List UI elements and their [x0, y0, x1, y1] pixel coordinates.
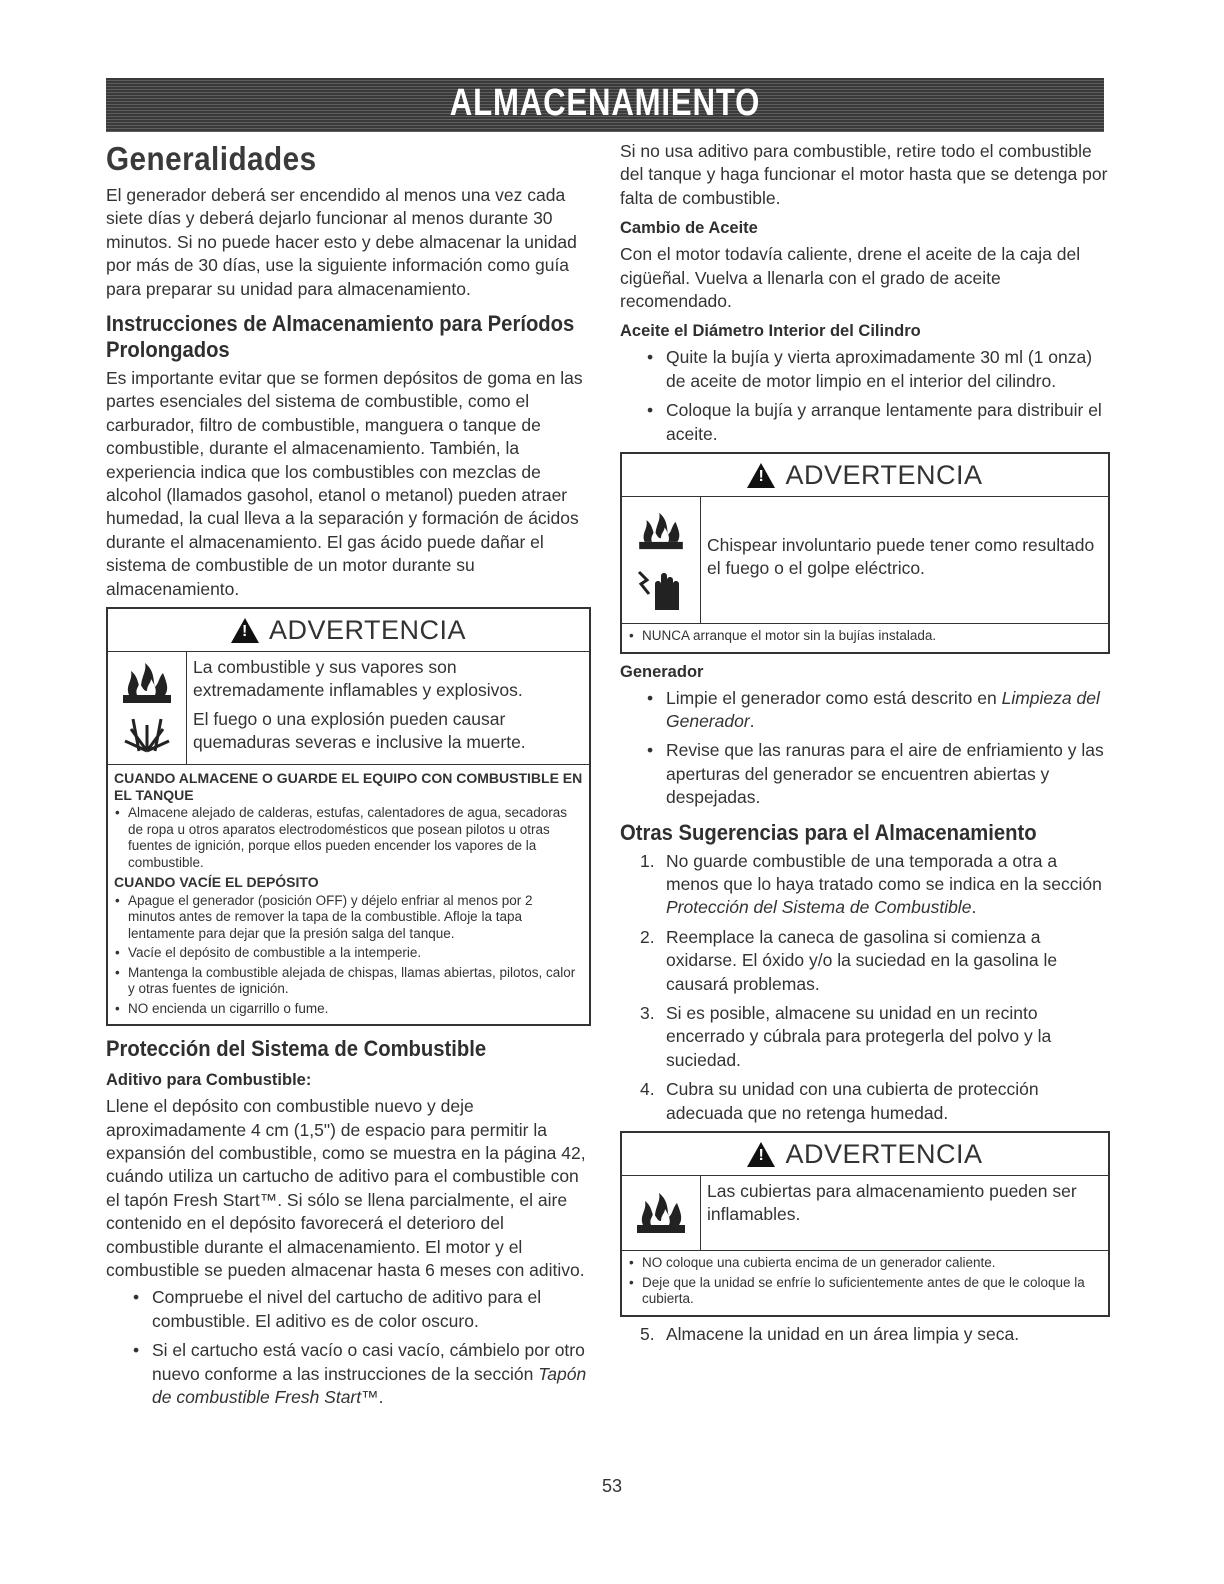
- warning-section-head-2: CUANDO VACÍE EL DEPÓSITO: [114, 874, 319, 891]
- heading-oil-change: Cambio de Aceite: [620, 219, 758, 238]
- generator-bullet-1: [620, 687, 1110, 734]
- numbered-item-5: [620, 1323, 1110, 1346]
- warning-title: ADVERTENCIA: [785, 459, 983, 490]
- oil-paragraph: Con el motor todavía caliente, drene el aceite de la caja del cigüeñal. Vuelva a llenarla con el grado de aceite recomendado.: [620, 244, 1081, 312]
- warning-item: • Vacíe el depósito de combustible a la intemperie.: [114, 945, 583, 962]
- warning-icons: [108, 652, 187, 764]
- intro-paragraph: El generador deberá ser encendido al menos una vez cada siete días y deberá dejarlo funcionar al menos durante 30 minutos. Si no puede hacer esto y debe almacenar la unidad por más de 30 días, use la siguiente información como guía para preparar su unidad para almacenamiento.: [106, 185, 577, 299]
- fire-icon: [633, 511, 689, 551]
- item-text-end: .: [971, 897, 977, 918]
- warning-title: ADVERTENCIA: [268, 614, 467, 645]
- warning-icons: [622, 497, 701, 623]
- warning-item: • Almacene alejado de calderas, estufas, calentadores de agua, secadoras de ropa u otros aparatos electrodomésticos que posean pilotos u otras fuentes de ignición, porque ellos pueden encender los vapores de la combustible.: [114, 805, 583, 871]
- bullet-italic-ref: Tapón de combustible Fresh Start™: [152, 1363, 587, 1407]
- warning-details: [622, 624, 1108, 652]
- page-number: 53: [601, 1476, 623, 1496]
- heading-fuel-protection: Protección del Sistema de Combustible: [106, 1036, 487, 1062]
- warning-item: • Mantenga la combustible alejada de chispas, llamas abiertas, pilotos, calor y otras fuentes de ignición.: [114, 965, 583, 998]
- heading-cylinder-bore: Aceite el Diámetro Interior del Cilindro: [620, 322, 921, 341]
- warning-body: [622, 497, 1108, 624]
- warning-header: [108, 609, 589, 652]
- heading-generator: Generador: [620, 662, 704, 681]
- fire-icon: [633, 1191, 689, 1235]
- item-number: 4.: [640, 1079, 655, 1100]
- warning-item: • Apague el generador (posición OFF) y déjelo enfriar al menos por 2 minutos antes de remover la tapa de la combustible. Afloje la tapa lentamente para dejar que la presión salga del tanque.: [114, 893, 583, 943]
- warning-body: [622, 1176, 1108, 1251]
- warning-box-fuel: [106, 607, 591, 1026]
- warning-text-1: La combustible y sus vapores son extremadamente inflamables y explosivos.: [193, 657, 523, 701]
- warning-item: • NO coloque una cubierta encima de un generador caliente.: [628, 1255, 1102, 1272]
- item-text: Cubra su unidad con una cubierta de protección adecuada que no retenga humedad.: [666, 1079, 1039, 1123]
- item-number: 5.: [640, 1323, 655, 1344]
- warning-text: [701, 1176, 1108, 1250]
- warning-item: • NUNCA arranque el motor sin la bujías instalada.: [628, 628, 1102, 645]
- bullet-text-end: .: [749, 710, 755, 731]
- electric-shock-icon: [633, 566, 689, 610]
- bullet-italic-ref: Limpieza del Generador: [666, 687, 1100, 731]
- bullet-text: Si el cartucho está vacío o casi vacío, cámbielo por otro nuevo conforme a las instrucciones de la sección: [152, 1340, 585, 1384]
- item-number: 1.: [640, 850, 655, 871]
- bullet-text-end: .: [378, 1386, 384, 1407]
- warning-header: [622, 454, 1108, 497]
- section-banner: [106, 78, 1104, 132]
- additive-bullet-2: [106, 1339, 591, 1409]
- cylinder-bullet-1: • Quite la bujía y vierta aproximadamente 30 ml (1 onza) de aceite de motor limpio en el interior del cilindro.: [620, 346, 1110, 393]
- item-number: 2.: [640, 926, 655, 947]
- heading-long-storage: Instrucciones de Almacenamiento para Períodos Prolongados: [106, 311, 575, 363]
- bullet-text: Limpie el generador como está descrito en: [666, 687, 1002, 708]
- additive-bullet-1: • Compruebe el nivel del cartucho de aditivo para el combustible. El aditivo es de color oscuro.: [106, 1286, 591, 1333]
- warning-title: ADVERTENCIA: [785, 1138, 983, 1169]
- warning-text-1: Las cubiertas para almacenamiento pueden ser inflamables.: [707, 1181, 1077, 1225]
- item-text: No guarde combustible de una temporada a otra a menos que lo haya tratado como se indica en la sección: [666, 850, 1102, 894]
- item-number: 3.: [640, 1003, 655, 1024]
- banner-title: ALMACENAMIENTO: [449, 82, 761, 124]
- heading-generalidades: Generalidades: [106, 140, 317, 177]
- cylinder-bullet-2: • Coloque la bujía y arranque lentamente para distribuir el aceite.: [620, 399, 1110, 446]
- item-text: Si es posible, almacene su unidad en un recinto encerrado y cúbrala para protegerla del polvo y la suciedad.: [666, 1003, 1052, 1070]
- generator-bullet-2: • Revise que las ranuras para el aire de enfriamiento y las aperturas del generador se encuentren abiertas y despejadas.: [620, 739, 1110, 809]
- heading-other-suggestions: Otras Sugerencias para el Almacenamiento: [620, 819, 1037, 845]
- warning-text-1: Chispear involuntario puede tener como resultado el fuego o el golpe eléctrico.: [707, 535, 1095, 579]
- right-intro-paragraph: Si no usa aditivo para combustible, retire todo el combustible del tanque y haga funcionar el motor hasta que se detenga por falta de combustible.: [620, 141, 1108, 208]
- warning-icons: [622, 1176, 701, 1250]
- long-storage-paragraph: Es importante evitar que se formen depósitos de goma en las partes esenciales del sistema de combustible, como el carburador, filtro de combustible, manguera o tanque de combustible, durante el almacenamiento. También, la experiencia indica que los combustibles con mezclas de alcohol (llamados gasohol, etanol o metanol) pueden atraer humedad, la cual lleva a la separación y formación de ácidos durante el almacenamiento. El gas ácido puede dañar el sistema de combustible de un motor durante su almacenamiento.: [106, 368, 583, 599]
- item-text: Reemplace la caneca de gasolina si comienza a oxidarse. El óxido y/o la suciedad en la gasolina le causará problemas.: [666, 926, 1058, 994]
- numbered-item-3: [620, 1002, 1110, 1072]
- right-column: [620, 140, 1110, 1352]
- warning-details: [622, 1251, 1108, 1315]
- item-italic-ref: Protección del Sistema de Combustible: [666, 897, 972, 918]
- left-column: [106, 140, 591, 1415]
- warning-section-head-1: CUANDO ALMACENE O GUARDE EL EQUIPO CON COMBUSTIBLE EN EL TANQUE: [114, 770, 583, 803]
- explosion-icon: [119, 711, 175, 755]
- numbered-item-2: [620, 926, 1110, 996]
- warning-item: • Deje que la unidad se enfríe lo suficientemente antes de que le coloque la cubierta.: [628, 1275, 1102, 1308]
- item-text: Almacene la unidad en un área limpia y seca.: [666, 1323, 1020, 1344]
- warning-details: [108, 765, 589, 1024]
- warning-triangle-icon: [231, 618, 259, 643]
- numbered-item-4: [620, 1078, 1110, 1125]
- warning-text: [701, 497, 1108, 623]
- warning-text-2: El fuego o una explosión pueden causar quemaduras severas e inclusive la muerte.: [193, 709, 526, 753]
- additive-paragraph: Llene el depósito con combustible nuevo y deje aproximadamente 4 cm (1,5") de espacio para permitir la expansión del combustible, como se muestra en la página 42, cuándo utiliza un cartucho de aditivo para el combustible con el tapón Fresh Start™. Si sólo se llena parcialmente, el aire contenido en el depósito favorecerá el deterioro del combustible durante el almacenamiento. El motor y el combustible se pueden almacenar hasta 6 meses con aditivo.: [106, 1096, 586, 1280]
- warning-text: [187, 652, 589, 764]
- warning-triangle-icon: [747, 1142, 775, 1167]
- fire-icon: [119, 661, 175, 705]
- warning-box-spark: [620, 452, 1110, 654]
- warning-triangle-icon: [747, 463, 775, 488]
- warning-item: • NO encienda un cigarrillo o fume.: [114, 1001, 583, 1018]
- warning-header: [622, 1133, 1108, 1176]
- warning-body: [108, 652, 589, 765]
- heading-fuel-additive: Aditivo para Combustible:: [106, 1071, 312, 1090]
- warning-box-cover: [620, 1131, 1110, 1317]
- numbered-item-1: [620, 850, 1110, 920]
